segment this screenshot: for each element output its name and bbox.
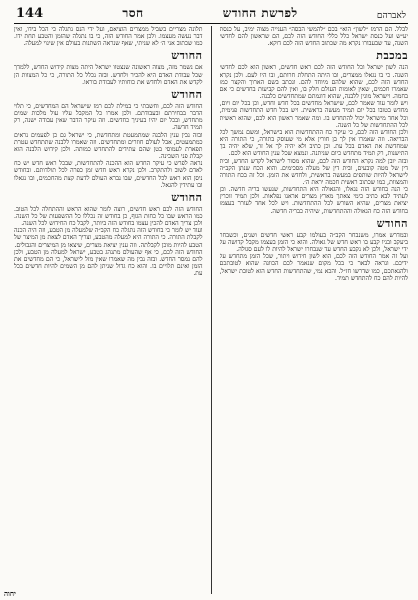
paragraph: ולכן החודש הזה לכם, כי עיקר כח ההתחדשות הוא בישראל, ומשם נמשך לכל הבריאה. וזה שאמרו אין לך בן חורין אלא מי שעוסק בתורה, כי התורה היא שמחדשת את האדם בכל עת. וכן כתיב ולא יהיה לך אל זר, שלא יהיה בך התישנות, רק תמיד מתחדש כיום שניתנה. ונמצא שכל ענין החודש הוא לכם. [219,128,408,158]
paragraph: כי הנה בחודש הזה נגאלו, והגאולה היא התחדשות, שנעשו בריה חדשה. וכן לעתיד לבא כתיב כימי צאתך מארץ מצרים אראנו נפלאות. ולכן תמיד זוכרין יציאת מצרים, שהיא השורש לכל ההתחדשות. ויש לכל אחד לעורר בעצמו בחודש הזה כח הגאולה וההתחדשות, שיהיה כבריה חדשה. [219,186,408,215]
catchword: יחוה [4,589,16,598]
paragraph: ובמדרש אמרו, משנבחר הקב״ה בעולמו קבע ראשי חדשים ושנים, וכשבחר ביעקב ובניו קבע בו ראש חדש של גאולה. והוא כי הזמן בעצמו מקבל קדושה על ידי ישראל, ולכן לא נקבע החדש עד שנבחרו ישראל להיות לו לעם סגולה. [219,231,408,254]
lemma-heading: החודש [171,49,203,63]
lemma-heading: החודש [171,190,203,204]
paragraph: ועוד יש לומר כי בחודש הזה נתגלה כח הקב״ה שלמעלה מן הטבע, וזה היה הכנה לקבלת התורה. כי התורה היא למעלה מהטבע, וצריך האדם לצאת מן המיצר של הטבע להיות מוכן לקבלתה. וזה ענין יציאת מצרים, שיצאו מן המיצרים והגבולים. [14,227,203,249]
page-number: 144 [16,6,44,21]
paragraph: ויש לומר עוד שאמר לכם, שישראל מחדשים בכל חדש וחדש, וכן בכל יום ויום, מחדש בטובו בכל יום תמיד מעשה בראשית. ויש בכל חדש התחדשות פנימית, וכל אחד מישראל יכול להתחדש בו. ומה שאמר ראשון הוא לכם, שהוא ראשית לכל ההתחדשות של כל השנה. [219,100,408,129]
paragraph: אם נשמר מזה, מצוה ראשונה שנצטוו ישראל היתה מצות קידוש החדש, ללמדך שכל עבודת האדם היא להכיר ולחדש. ובזה נכלל כל התורה, כי כל המצוות הן לקדש את האדם ולחדש את כוחותיו לעבודת בוראו. [14,64,203,86]
column-divider [211,26,212,594]
paragraph: ובזה יובן למה נקרא החודש הזה לכם, שהוא מסור לישראל לקדש החדש, ובית דין של מטה קובעים, ובית דין של מעלה מסכימים. והוא הכח שנתן הקב״ה לישראל להיות שותפים במעשה בראשית, ולחדש את הזמן. וכל זה בכח התורה והמצוות, כמו שכתוב ראשית חכמה יראת ה׳. [219,157,408,186]
paragraph: נראה לפרש כי עיקר החדש הוא ההכנה להתחדשות, שבכל ראש חדש יש כח לאדם לשוב ולהתקרב. ולכן נקרא ראש חדש זמן כפרה לכל תולדותם. ובחודש ניסן הוא ראש לכל החדשים, שבו נברא העולם לדעת קצת מהחכמים, ובו נגאלו ובו עתידין להגאל. [14,160,203,189]
paragraph: הנה לשון ישראל וכל החודש הזה לכם ראש חדשים, ראשון הוא לכם לחדשי השנה. כי בו נגאלו ממצרים, ובו היתה התחלת חרותם, ובו היו לעם. ולכן נקרא החדש הזה לכם, שהוא שלהם מיוחד להם. ונכתב בשם הארוך והקצר כמו שאמרו חכמים, שאין לאומות העולם חלק בו, ואין להם קביעות בחדשים כי אם בחמה. וישראל מונין ללבנה, שהוא דוגמתם שמתחדשים כלבנה. [219,64,408,101]
lemma-heading: החודש [376,216,408,230]
paragraph: ובזה נבין ענין הלבנה שמתמעטת ומתחדשת, כי ישראל גם כן לפעמים נראים כמתמעטים, אבל לעולם חוזרים ומתחדשים. וזה שאמרו ללבנה שתתחדש עטרת תפארת לעמוסי בטן שהם עתידים להתחדש כמותה. ולכן קידוש הלבנה הוא קבלת פני השכינה. [14,131,203,161]
paragraph: ועל זה אמר החודש הזה לכם, הוא לשון חידוש ויתור, שכל הזמן מתחדש על ידיכם. ונראה לבאר כי בכל מקום שנאמר לכם הכוונה שהוא לטובתכם ולהנאתכם, כמו שדרשו חז״ל. והכא נמי, שהתחדשות החדש הוא לטובת ישראל, להיות להם כח להתחדש תמיד. [219,253,408,282]
paragraph: החודש הזה לכם, כי אף שהעולם מתנהג בטבע, ישראל למעלה מן הטבע, ולכן להם נמסר החדש. ובזה נבין מה שאמרו שאין מזל לישראל, כי הם מחדשים את הזמן ואינם תלויים בו. והוא כח גדול שניתן להם מן השמים להיות חדשים בכל עת. [14,248,203,278]
paragraph: החודש הזה לכם ראש חדשים, רוצה לומר שהוא הראש וההתחלה לכל הטוב. כמו הראש שבו כל כחות הגוף, כן בחודש זה נכללו כל ההשפעות של כל השנה. ולכן צריך האדם להכין עצמו בחודש הזה ביותר, לקבל כח החידוש לכל השנה. [14,205,203,228]
lemma-heading: במכבת [376,49,408,63]
paragraph: לבלל. הם הרמז ״לשון״ הוא״ בכם ״להמשי הבסה״ הענייה מצוה ימיב, על כנסת יע״ש ועל כנסת ישראל כלל כללי החודש הזה לכם, הם שראשון להם לחדשי השנה, עד שבעבורו נקרא מה שכתוב החדש הזה לכם דוקא. [219,26,408,48]
page-header [14,4,408,24]
text-columns [14,26,408,594]
section-label: חסר [122,6,144,20]
paragraph: תלונה מצריים בשביל ממצרים הוציאם, ועל ידי הנס נתגלה כי הכל בידו, ואין דבר נעשה מעצמו. ולכן אמר החודש הזה, כי בו נתגלה שהזמן והטבע תחת ידו. כמו שכתוב אני ה׳ לא שניתי, שאף שנראה השתנות בעולם אין שינוי למעלה. [14,26,203,48]
left-column [14,26,203,594]
right-column [220,26,409,594]
lemma-heading: החודש [171,87,203,101]
running-title: לפרשת החודש [222,6,298,20]
running-header-left: לאברהם [376,11,406,21]
paragraph: החודש הזה לכם, וחשבתי כי במילת לכם רמז שישראל הם המחדשים, כי תלוי הדבר בבחירתם ובעבודתם. ולכן אמרו כל המקבל עליו עול מלכות שמים מתחדש, ובכל יום יהיו בעיניך כחדשים. וזה עיקר הדבר שאין עבודה ישנה, רק תמיד חדשה. [14,102,203,132]
